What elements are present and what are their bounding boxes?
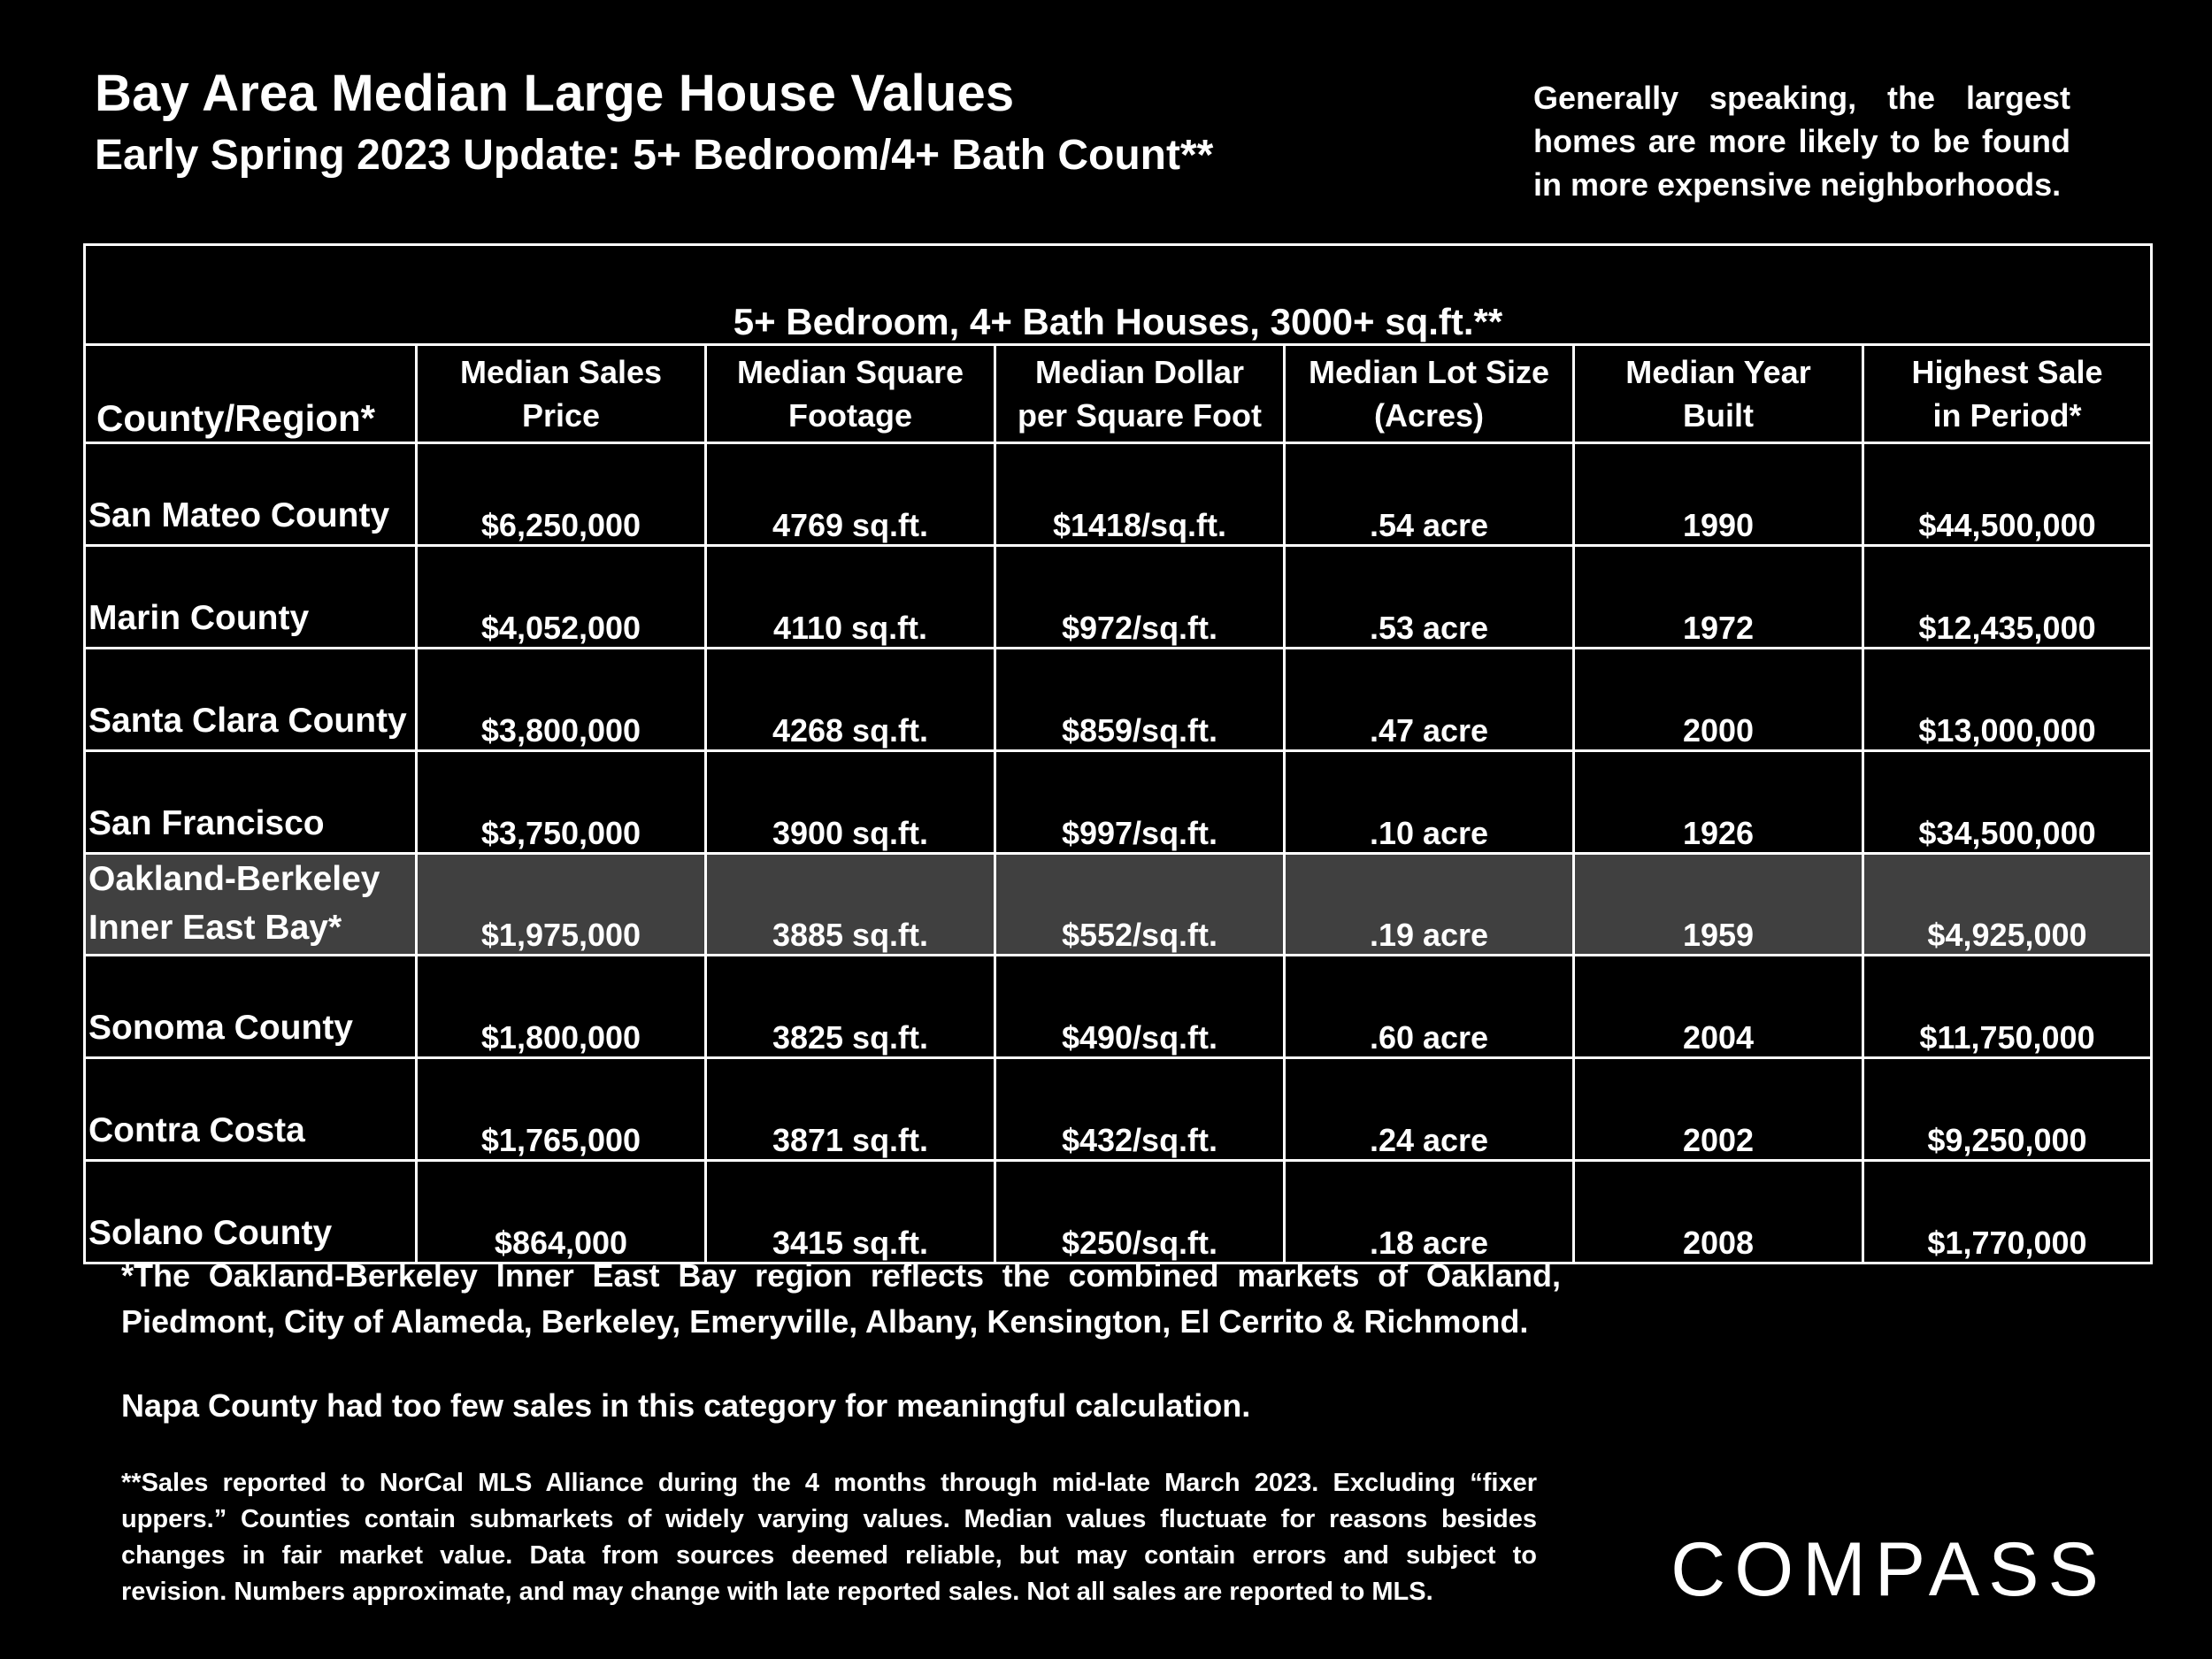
table-row — [85, 956, 2152, 1058]
value-cell: $1,770,000 — [1863, 1161, 2152, 1263]
region-cell — [85, 1058, 417, 1161]
value-cell: $44,500,000 — [1863, 443, 2152, 546]
value-cell: 3825 sq.ft. — [706, 956, 995, 1058]
region-name: Sonoma County — [88, 1009, 353, 1047]
footnote-line: revision. Numbers approximate, and may change with late reported sales. Not all sales are reported to MLS. — [121, 1578, 1433, 1606]
value-cell: 2004 — [1574, 956, 1863, 1058]
table-caption: 5+ Bedroom, 4+ Bath Houses, 3000+ sq.ft.** — [85, 245, 2152, 345]
value-cell: $997/sq.ft. — [995, 751, 1285, 854]
footnote-line: uppers.” Counties contain submarkets of widely varying values. Median values fluctuate for reasons besides — [121, 1505, 1537, 1533]
page-title: Bay Area Median Large House Values — [95, 65, 1015, 122]
table-row — [85, 546, 2152, 649]
column-header — [995, 345, 1285, 443]
table-row — [85, 1058, 2152, 1161]
region-cell — [85, 854, 417, 956]
column-header — [1285, 345, 1574, 443]
region-name: Santa Clara County — [88, 702, 407, 740]
value-cell: .60 acre — [1285, 956, 1574, 1058]
column-header-line: Median Year — [1625, 354, 1811, 390]
value-cell: 2008 — [1574, 1161, 1863, 1263]
value-cell: .19 acre — [1285, 854, 1574, 956]
footnote-line: Piedmont, City of Alameda, Berkeley, Emeryville, Albany, Kensington, El Cerrito & Richmond. — [121, 1303, 1529, 1340]
region-cell — [85, 649, 417, 751]
column-header-region: County/Region* — [85, 345, 417, 443]
value-cell: $12,435,000 — [1863, 546, 2152, 649]
value-cell: .53 acre — [1285, 546, 1574, 649]
column-header-line: Highest Sale — [1911, 354, 2103, 390]
value-cell: $34,500,000 — [1863, 751, 2152, 854]
value-cell: 1926 — [1574, 751, 1863, 854]
napa-footnote: Napa County had too few sales in this category for meaningful calculation. — [121, 1387, 1251, 1424]
value-cell: 3885 sq.ft. — [706, 854, 995, 956]
column-header-line: Median Square — [736, 354, 964, 390]
column-header-line: Median Sales — [459, 354, 663, 390]
value-cell: .10 acre — [1285, 751, 1574, 854]
region-cell — [85, 956, 417, 1058]
value-cell: 4769 sq.ft. — [706, 443, 995, 546]
value-cell: $3,750,000 — [417, 751, 706, 854]
column-header — [1863, 345, 2152, 443]
column-header — [706, 345, 995, 443]
value-cell: $972/sq.ft. — [995, 546, 1285, 649]
value-cell: 4110 sq.ft. — [706, 546, 995, 649]
table-row — [85, 1161, 2152, 1263]
value-cell: $4,925,000 — [1863, 854, 2152, 956]
value-cell: $1418/sq.ft. — [995, 443, 1285, 546]
value-cell: $9,250,000 — [1863, 1058, 2152, 1161]
page-subtitle: Early Spring 2023 Update: 5+ Bedroom/4+ Bath Count** — [95, 132, 1214, 179]
value-cell: 3871 sq.ft. — [706, 1058, 995, 1161]
value-cell: .24 acre — [1285, 1058, 1574, 1161]
value-cell: $552/sq.ft. — [995, 854, 1285, 956]
column-header-line: per Square Foot — [1017, 397, 1263, 434]
region-cell — [85, 546, 417, 649]
value-cell: .47 acre — [1285, 649, 1574, 751]
side-note-line: homes are more likely to be found — [1533, 123, 2070, 159]
table-row — [85, 854, 2152, 956]
side-note — [1533, 76, 2070, 206]
value-cell: $859/sq.ft. — [995, 649, 1285, 751]
region-cell — [85, 751, 417, 854]
value-cell: $13,000,000 — [1863, 649, 2152, 751]
compass-logo-text: COMPASS — [1671, 1527, 2108, 1606]
compass-logo — [1655, 1526, 2124, 1606]
value-cell: $11,750,000 — [1863, 956, 2152, 1058]
side-note-line: in more expensive neighborhoods. — [1533, 166, 2062, 203]
side-note-line: Generally speaking, the largest — [1533, 80, 2070, 116]
value-cell: $4,052,000 — [417, 546, 706, 649]
column-header-line: Median Lot Size — [1308, 354, 1550, 390]
region-name: Oakland-Berkeley — [88, 860, 380, 898]
value-cell: 2002 — [1574, 1058, 1863, 1161]
column-header-line: Median Dollar — [1034, 354, 1245, 390]
value-cell: $6,250,000 — [417, 443, 706, 546]
region-name: Contra Costa — [88, 1111, 305, 1149]
table-row — [85, 649, 2152, 751]
region-name: Inner East Bay* — [88, 909, 342, 947]
column-header-line: in Period* — [1932, 397, 2082, 434]
region-name: Solano County — [88, 1214, 333, 1252]
value-cell: $1,765,000 — [417, 1058, 706, 1161]
value-cell: 3415 sq.ft. — [706, 1161, 995, 1263]
value-cell: 1990 — [1574, 443, 1863, 546]
region-cell — [85, 443, 417, 546]
value-cell: $432/sq.ft. — [995, 1058, 1285, 1161]
value-cell: 3900 sq.ft. — [706, 751, 995, 854]
value-cell: 1959 — [1574, 854, 1863, 956]
column-header — [417, 345, 706, 443]
footnote-line: *The Oakland-Berkeley Inner East Bay region reflects the combined markets of Oakland, — [121, 1257, 1561, 1294]
region-name: Marin County — [88, 599, 310, 637]
source-footnote — [121, 1465, 1537, 1610]
column-header-line: (Acres) — [1373, 397, 1485, 434]
value-cell: $1,800,000 — [417, 956, 706, 1058]
table-row — [85, 751, 2152, 854]
column-header — [1574, 345, 1863, 443]
value-cell: $250/sq.ft. — [995, 1161, 1285, 1263]
footnote-line: **Sales reported to NorCal MLS Alliance during the 4 months through mid-late March 2023. Excluding “fixer — [121, 1469, 1537, 1497]
column-header-line: Built — [1683, 397, 1754, 434]
region-name: San Mateo County — [88, 496, 390, 534]
region-cell — [85, 1161, 417, 1263]
value-cell: $490/sq.ft. — [995, 956, 1285, 1058]
table-row — [85, 443, 2152, 546]
value-cell: $864,000 — [417, 1161, 706, 1263]
value-cell: 4268 sq.ft. — [706, 649, 995, 751]
value-cell: .54 acre — [1285, 443, 1574, 546]
value-cell: $3,800,000 — [417, 649, 706, 751]
column-header-line: Footage — [788, 397, 912, 434]
large-house-values-table — [83, 243, 2153, 1264]
value-cell: .18 acre — [1285, 1161, 1574, 1263]
value-cell: 2000 — [1574, 649, 1863, 751]
value-cell: 1972 — [1574, 546, 1863, 649]
region-name: San Francisco — [88, 804, 325, 842]
oakland-region-footnote — [121, 1253, 1561, 1345]
value-cell: $1,975,000 — [417, 854, 706, 956]
footnote-line: changes in fair market value. Data from sources deemed reliable, but may contain errors and subject to — [121, 1541, 1537, 1570]
column-header-line: Price — [521, 397, 601, 434]
